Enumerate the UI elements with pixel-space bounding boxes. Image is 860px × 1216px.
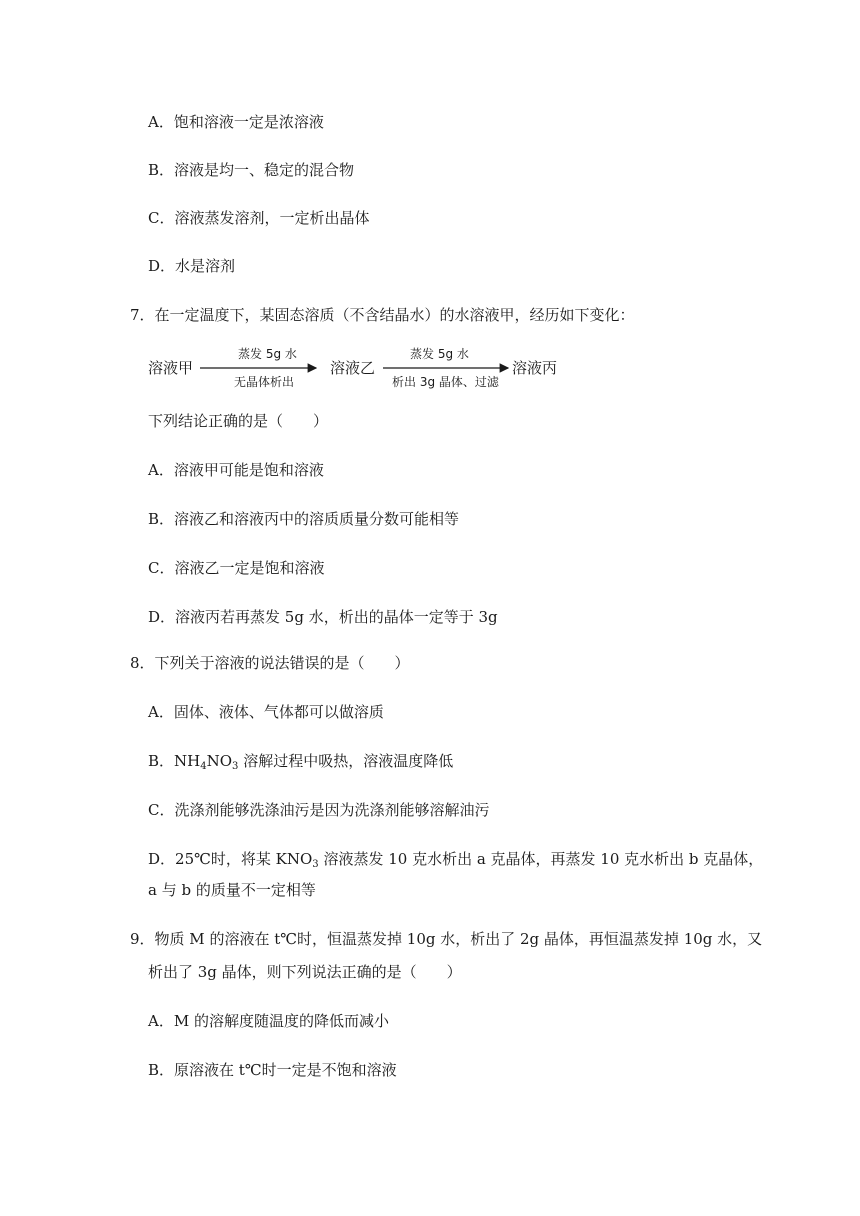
process-diagram bbox=[148, 342, 568, 392]
q9-stem-line2: 析出了 3g 晶体，则下列说法正确的是（ ） bbox=[148, 963, 462, 981]
q6-option-a: A．饱和溶液一定是浓溶液 bbox=[148, 113, 324, 131]
arrow-1-top-label: 蒸发 5g 水 bbox=[238, 347, 297, 361]
q6-option-c: C．溶液蒸发溶剂，一定析出晶体 bbox=[148, 209, 370, 227]
q8-option-b: B．$NH_4NO_3$ 溶解过程中吸热，溶液温度降低 bbox=[148, 752, 454, 772]
q6-option-d: D．水是溶剂 bbox=[148, 257, 236, 275]
q6-option-b: B．溶液是均一、稳定的混合物 bbox=[148, 161, 355, 179]
q7-option-b: B．溶液乙和溶液丙中的溶质质量分数可能相等 bbox=[148, 510, 460, 528]
solution-yi-label: 溶液乙 bbox=[330, 359, 376, 377]
q7-option-a: A．溶液甲可能是饱和溶液 bbox=[148, 461, 324, 479]
q9-option-a: A．M 的溶解度随温度的降低而减小 bbox=[148, 1012, 389, 1030]
q7-option-d: D．溶液丙若再蒸发 5g 水，析出的晶体一定等于 3g bbox=[148, 608, 498, 626]
arrow-1-bottom-label: 无晶体析出 bbox=[234, 375, 295, 389]
q9-stem-line1: 9．物质 M 的溶液在 t℃时，恒温蒸发掉 10g 水，析出了 2g 晶体，再恒温蒸发掉 10g 水，又 bbox=[130, 930, 763, 948]
q8-option-c: C．洗涤剂能够洗涤油污是因为洗涤剂能够溶解油污 bbox=[148, 801, 490, 819]
q8-stem: 8．下列关于溶液的说法错误的是（ ） bbox=[130, 654, 410, 672]
q8-option-d: D．25℃时，将某 $KNO_3$ 溶液蒸发 10 克水析出 a 克晶体，再蒸发 10 克水析出 b 克晶体， bbox=[148, 850, 764, 870]
solution-jia-label: 溶液甲 bbox=[148, 359, 194, 377]
arrow-2-top-label: 蒸发 5g 水 bbox=[410, 347, 469, 361]
solution-bing-label: 溶液丙 bbox=[512, 359, 558, 377]
q7-option-c: C．溶液乙一定是饱和溶液 bbox=[148, 559, 325, 577]
arrow-2-bottom-label: 析出 3g 晶体、过滤 bbox=[392, 375, 499, 389]
q7-prompt: 下列结论正确的是（ ） bbox=[148, 412, 329, 430]
q7-stem: 7．在一定温度下，某固态溶质（不含结晶水）的水溶液甲，经历如下变化： bbox=[130, 306, 635, 324]
q8-option-d-line2: a 与 b 的质量不一定相等 bbox=[148, 881, 316, 899]
q8-option-a: A．固体、液体、气体都可以做溶质 bbox=[148, 703, 384, 721]
q9-option-b: B．原溶液在 t℃时一定是不饱和溶液 bbox=[148, 1061, 397, 1079]
